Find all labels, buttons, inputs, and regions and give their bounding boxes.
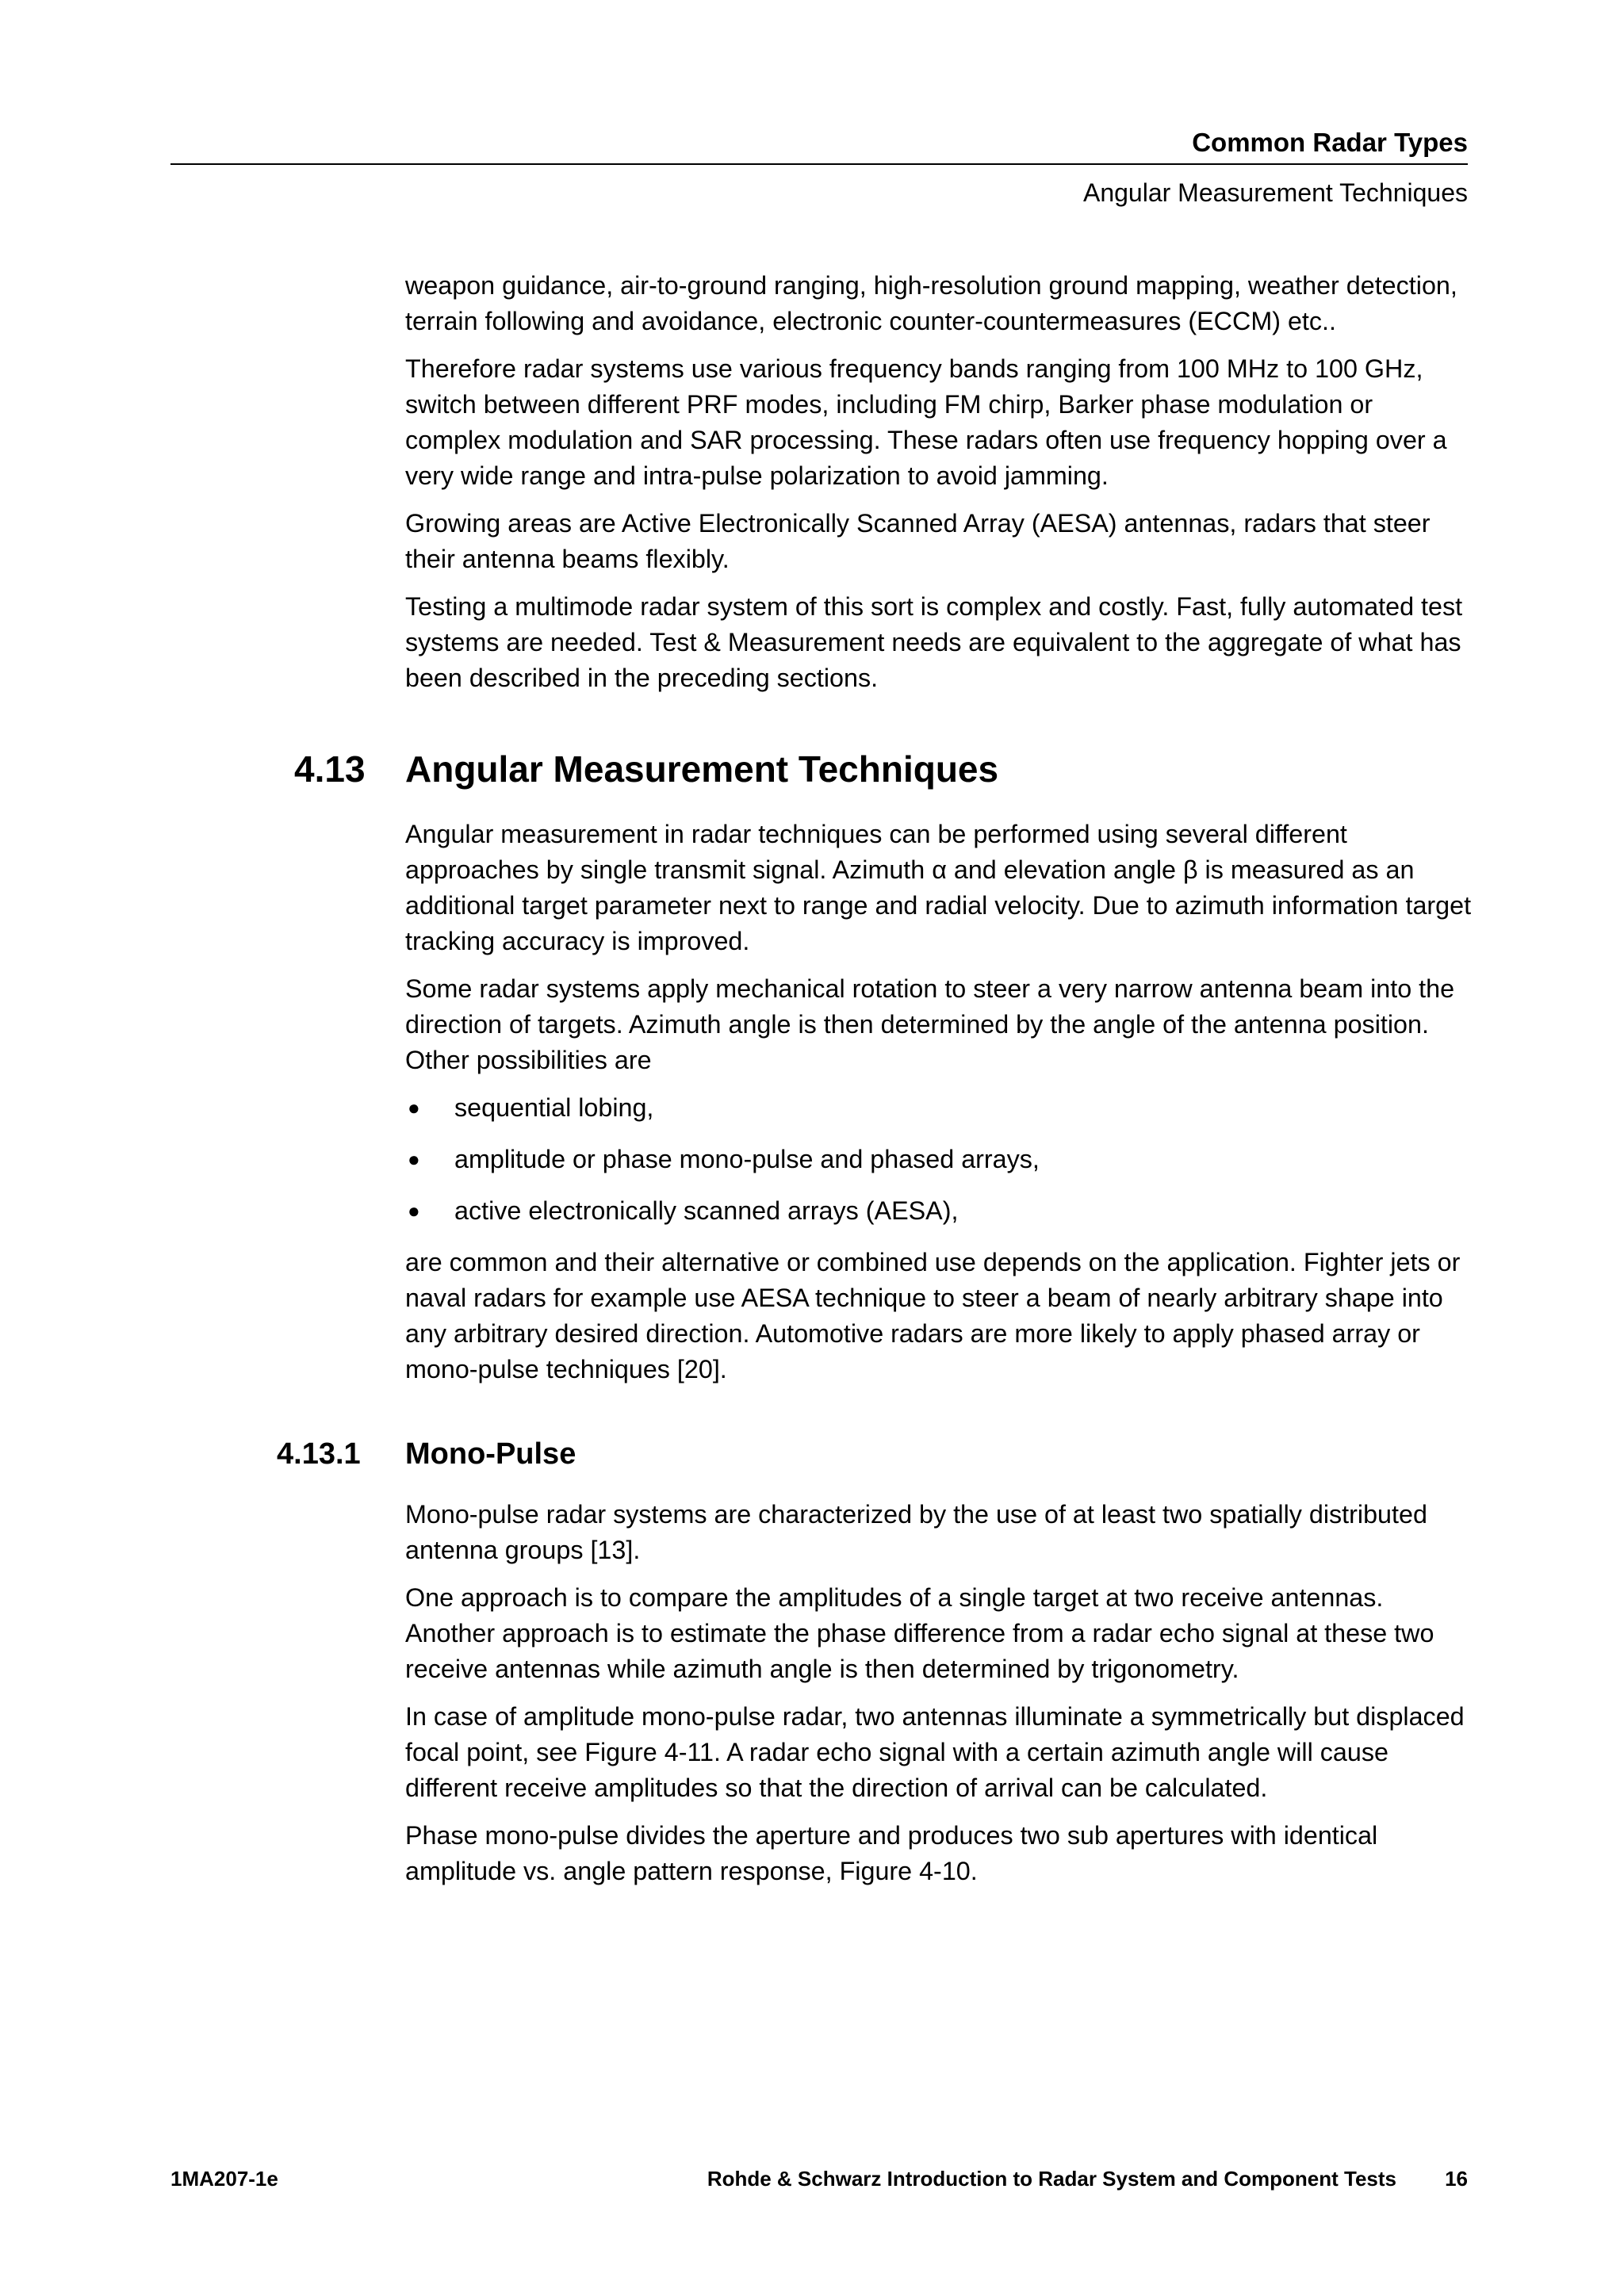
footer-publication-title: Rohde & Schwarz Introduction to Radar System and Component Tests bbox=[707, 2167, 1396, 2191]
list-item bbox=[405, 1142, 1472, 1177]
header-chapter-title: Common Radar Types bbox=[1192, 128, 1468, 157]
body-paragraph: weapon guidance, air-to-ground ranging, high-resolution ground mapping, weather detection, terrain following and avoidance, electronic counter-countermeasures (ECCM) etc.. bbox=[405, 271, 1457, 335]
footer-page-number: 16 bbox=[1445, 2167, 1468, 2191]
section-title: Angular Measurement Techniques bbox=[405, 748, 999, 790]
list-item-text: sequential lobing, bbox=[454, 1093, 654, 1122]
body-paragraph: One approach is to compare the amplitudes of a single target at two receive antennas. Another approach is to estimate the phase difference from a radar echo signal at these two receive antennas while azimuth angle is then determined by trigonometry. bbox=[405, 1583, 1434, 1683]
section-heading bbox=[294, 745, 1472, 793]
header-rule bbox=[170, 163, 1468, 165]
subsection-number: 4.13.1 bbox=[277, 1437, 361, 1471]
body-paragraph: Mono-pulse radar systems are characterized by the use of at least two spatially distributed antenna groups [13]. bbox=[405, 1500, 1427, 1564]
page-header bbox=[170, 124, 1468, 211]
body-paragraph: In case of amplitude mono-pulse radar, two antennas illuminate a symmetrically but displaced focal point, see Figure 4-11. A radar echo signal with a certain azimuth angle will cause different receive amplitudes so that the direction of arrival can be calculated. bbox=[405, 1702, 1465, 1802]
bullet-icon: ● bbox=[408, 1147, 420, 1171]
bullet-list bbox=[405, 1090, 1472, 1229]
footer-doc-id: 1MA207-1e bbox=[170, 2167, 278, 2191]
body-paragraph: are common and their alternative or combined use depends on the application. Fighter jets or naval radars for example use AESA technique to steer a beam of nearly arbitrary shape into any arbitrary desired direction. Automotive radars are more likely to apply phased array or mono-pulse techniques [20]. bbox=[405, 1248, 1461, 1383]
body-paragraph: Some radar systems apply mechanical rotation to steer a very narrow antenna beam into the direction of targets. Azimuth angle is then determined by the angle of the antenna position. Other possibilities are bbox=[405, 974, 1455, 1074]
section-number: 4.13 bbox=[294, 748, 366, 790]
body-paragraph: Therefore radar systems use various frequency bands ranging from 100 MHz to 100 GHz, switch between different PRF modes, including FM chirp, Barker phase modulation or complex modulation and SAR processing. These radars often use frequency hopping over a very wide range and intra-pulse polarization to avoid jamming. bbox=[405, 354, 1447, 490]
body-paragraph: Growing areas are Active Electronically Scanned Array (AESA) antennas, radars that steer their antenna beams flexibly. bbox=[405, 509, 1431, 573]
list-item-text: active electronically scanned arrays (AESA), bbox=[454, 1196, 959, 1225]
body-paragraph: Testing a multimode radar system of this sort is complex and costly. Fast, fully automated test systems are needed. Test & Measurement needs are equivalent to the aggregate of what has been described in the preceding sections. bbox=[405, 592, 1463, 692]
bullet-icon: ● bbox=[408, 1096, 420, 1119]
header-section-title: Angular Measurement Techniques bbox=[1082, 178, 1468, 207]
subsection-title: Mono-Pulse bbox=[405, 1437, 576, 1471]
subsection-heading bbox=[277, 1433, 1472, 1475]
page-content bbox=[277, 268, 1472, 1901]
list-item bbox=[405, 1090, 1472, 1126]
body-paragraph: Phase mono-pulse divides the aperture and produces two sub apertures with identical amplitude vs. angle pattern response, Figure 4-10. bbox=[405, 1821, 1378, 1885]
body-paragraph: Angular measurement in radar techniques can be performed using several different approaches by single transmit signal. Azimuth α and elevation angle β is measured as an additional target parameter next to range and radial velocity. Due to azimuth information target tracking accuracy is improved. bbox=[405, 820, 1472, 955]
bullet-icon: ● bbox=[408, 1199, 420, 1223]
list-item bbox=[405, 1193, 1472, 1229]
list-item-text: amplitude or phase mono-pulse and phased arrays, bbox=[454, 1145, 1040, 1173]
